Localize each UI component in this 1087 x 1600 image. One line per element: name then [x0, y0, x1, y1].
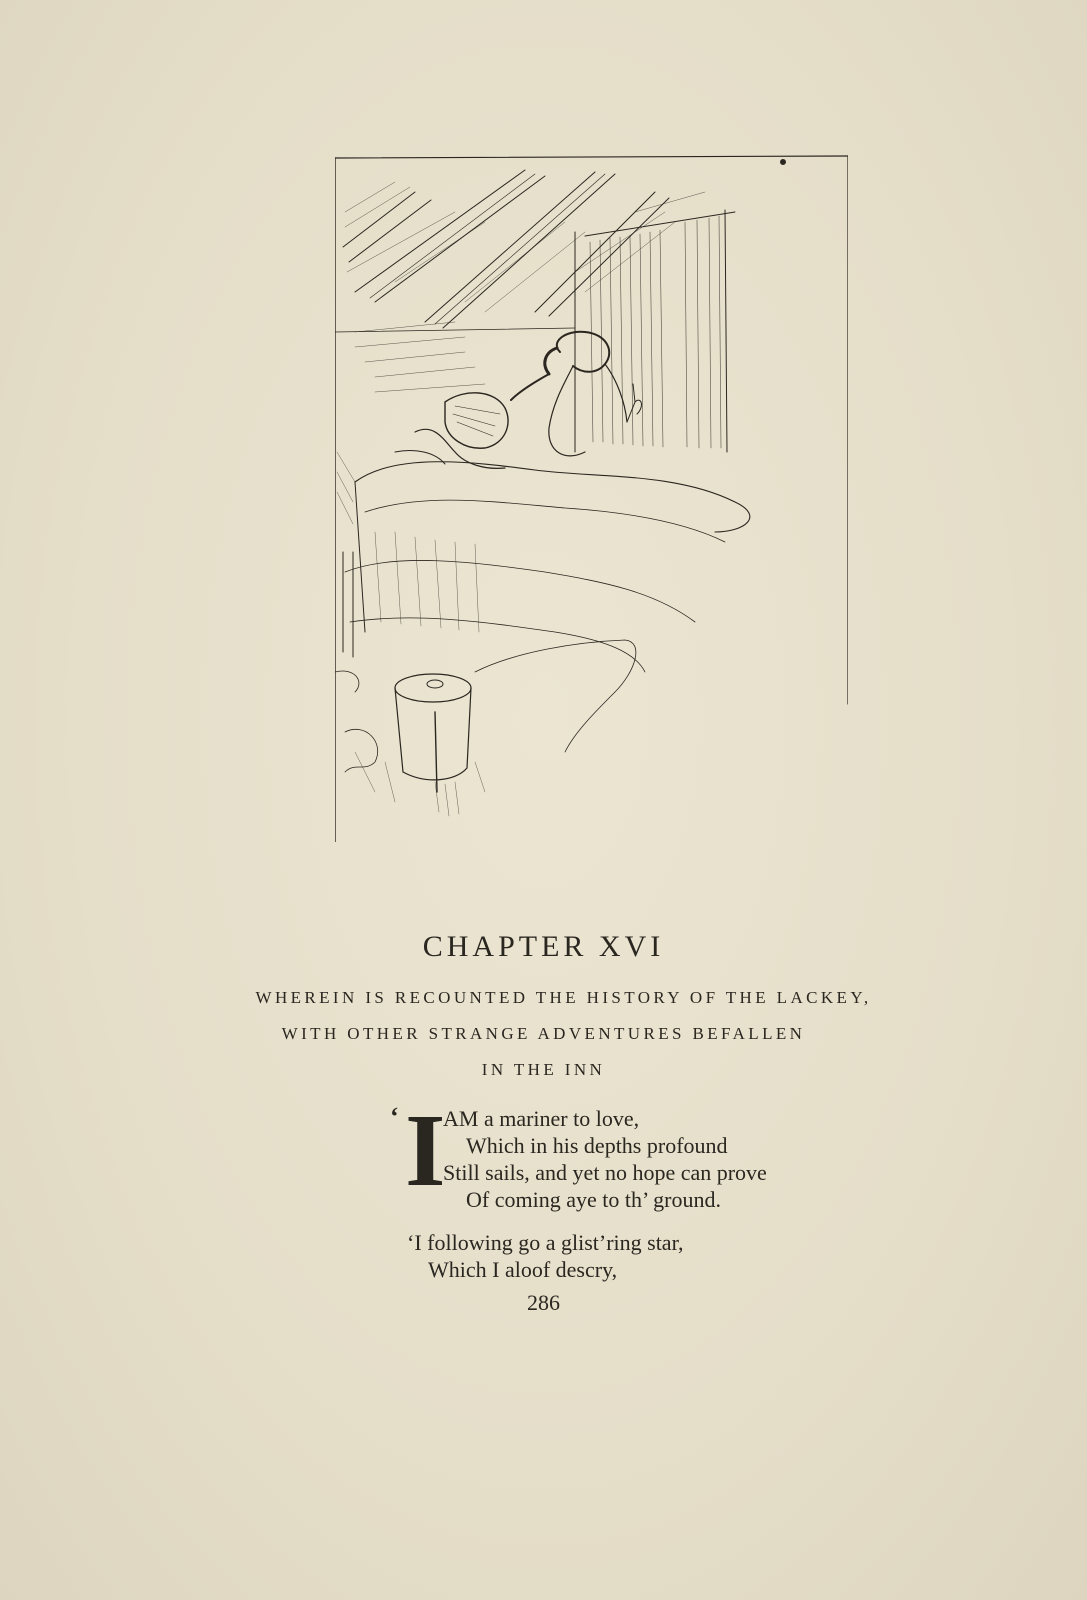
drop-cap: I	[405, 1093, 446, 1208]
engraving-two-women-in-attic-bed-icon	[335, 152, 848, 842]
verse-line: Which I aloof descry,	[428, 1257, 618, 1282]
opening-quote: ‘	[390, 1102, 399, 1131]
verse-line: Which in his depths profound	[466, 1133, 728, 1158]
chapter-subtitle-line-1: WHEREIN IS RECOUNTED THE HISTORY OF THE LACKEY,	[255, 988, 872, 1007]
chapter-illustration	[335, 152, 848, 842]
verse-line: ‘I following go a glist’ring star,	[407, 1230, 684, 1255]
verse-line: Of coming aye to th’ ground.	[466, 1187, 721, 1212]
chapter-title: CHAPTER XVI	[422, 930, 665, 963]
verse-line: Still sails, and yet no hope can prove	[443, 1160, 767, 1185]
chapter-subtitle-line-3: IN THE INN	[481, 1060, 606, 1079]
chapter-subtitle-line-2: WITH OTHER STRANGE ADVENTURES BEFALLEN	[281, 1024, 806, 1043]
page-number: 286	[527, 1290, 560, 1315]
verse-line: AM a mariner to love,	[443, 1106, 640, 1131]
